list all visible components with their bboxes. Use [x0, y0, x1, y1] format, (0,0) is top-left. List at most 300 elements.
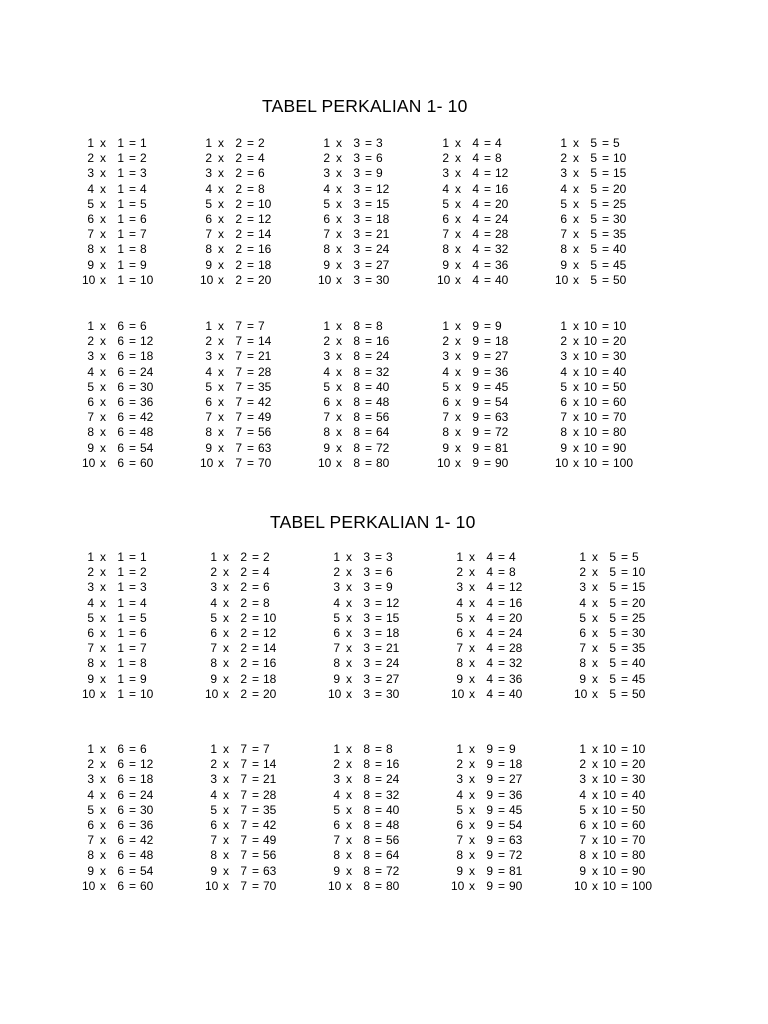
multiplicand: 5	[323, 196, 330, 211]
times-table-1	[82, 136, 172, 288]
multiplicand: 9	[87, 440, 94, 455]
equation-row	[555, 136, 645, 151]
equals-sign: =	[246, 319, 254, 333]
multiplier: 7	[235, 379, 242, 394]
times-sign: x	[100, 272, 106, 287]
times-sign: x	[573, 319, 579, 333]
equals-sign: =	[483, 425, 491, 440]
equals-sign: =	[128, 671, 136, 686]
equation-row	[555, 197, 645, 212]
multiplier: 3	[353, 272, 360, 287]
multiplier: 1	[117, 227, 124, 242]
multiplicand: 8	[560, 425, 567, 440]
product: 24	[140, 787, 154, 802]
equation-row	[437, 349, 527, 364]
product: 30	[613, 349, 627, 364]
times-table-4	[437, 136, 527, 288]
multiplicand: 6	[456, 625, 463, 640]
multiplicand: 5	[456, 802, 463, 817]
product: 100	[613, 455, 634, 470]
multiplicand: 10	[555, 272, 569, 287]
multiplier: 7	[240, 848, 247, 863]
multiplicand: 8	[456, 656, 463, 671]
equals-sign: =	[374, 595, 382, 610]
times-sign: x	[469, 671, 475, 686]
product: 4	[495, 136, 502, 150]
multiplier: 9	[486, 772, 493, 787]
multiplicand: 2	[442, 151, 449, 166]
times-table-10	[574, 742, 664, 894]
times-table-8	[328, 742, 418, 894]
multiplier: 6	[117, 863, 124, 878]
equals-sign: =	[620, 641, 628, 656]
multiplicand: 1	[560, 136, 567, 150]
equals-sign: =	[497, 580, 505, 595]
equation-row	[328, 580, 418, 595]
equals-sign: =	[374, 686, 382, 701]
equals-sign: =	[620, 595, 628, 610]
multiplicand: 7	[87, 641, 94, 656]
times-sign: x	[469, 863, 475, 878]
times-sign: x	[100, 641, 106, 656]
equals-sign: =	[620, 610, 628, 625]
product: 8	[258, 181, 265, 196]
product: 35	[632, 641, 646, 656]
equation-row	[555, 242, 645, 257]
multiplier: 10	[583, 410, 597, 425]
equals-sign: =	[483, 242, 491, 257]
equals-sign: =	[497, 742, 505, 756]
multiplicand: 10	[205, 686, 219, 701]
equals-sign: =	[374, 863, 382, 878]
multiplicand: 5	[333, 802, 340, 817]
multiplicand: 10	[437, 455, 451, 470]
multiplier: 10	[602, 757, 616, 772]
equals-sign: =	[246, 136, 254, 150]
times-table-4	[451, 550, 541, 702]
multiplier: 6	[117, 364, 124, 379]
multiplier: 1	[117, 257, 124, 272]
multiplier: 8	[353, 455, 360, 470]
multiplier: 4	[472, 272, 479, 287]
equals-sign: =	[374, 757, 382, 772]
product: 5	[613, 136, 620, 150]
product: 7	[263, 742, 270, 756]
product: 12	[140, 334, 154, 349]
multiplier: 6	[117, 319, 124, 333]
multiplicand: 9	[579, 863, 586, 878]
equals-sign: =	[251, 833, 259, 848]
product: 56	[386, 833, 400, 848]
times-sign: x	[100, 364, 106, 379]
equals-sign: =	[497, 757, 505, 772]
equation-row	[555, 182, 645, 197]
equals-sign: =	[620, 671, 628, 686]
multiplier: 3	[353, 242, 360, 257]
multiplicand: 2	[579, 757, 586, 772]
equation-row	[82, 742, 172, 757]
multiplier: 2	[240, 625, 247, 640]
equation-row	[451, 565, 541, 580]
equation-row	[318, 197, 408, 212]
equals-sign: =	[364, 166, 372, 181]
equation-row	[437, 319, 527, 334]
equals-sign: =	[483, 440, 491, 455]
equation-row	[200, 136, 290, 151]
times-sign: x	[336, 394, 342, 409]
multiplicand: 5	[579, 802, 586, 817]
times-sign: x	[223, 565, 229, 580]
times-sign: x	[223, 641, 229, 656]
multiplicand: 9	[323, 257, 330, 272]
product: 20	[632, 757, 646, 772]
times-sign: x	[100, 757, 106, 772]
times-sign: x	[469, 595, 475, 610]
equation-row	[200, 456, 290, 471]
equation-row	[451, 848, 541, 863]
product: 18	[140, 349, 154, 364]
equation-row	[200, 425, 290, 440]
product: 15	[386, 610, 400, 625]
times-sign: x	[218, 319, 224, 333]
multiplicand: 5	[560, 196, 567, 211]
equals-sign: =	[128, 787, 136, 802]
multiplier: 1	[117, 181, 124, 196]
equals-sign: =	[497, 772, 505, 787]
product: 70	[258, 455, 272, 470]
times-sign: x	[336, 319, 342, 333]
equation-row	[82, 319, 172, 334]
equals-sign: =	[620, 625, 628, 640]
multiplicand: 2	[323, 151, 330, 166]
equation-row	[451, 672, 541, 687]
equation-row	[82, 197, 172, 212]
multiplicand: 4	[333, 595, 340, 610]
times-sign: x	[336, 410, 342, 425]
multiplicand: 6	[87, 394, 94, 409]
equation-row	[328, 687, 418, 702]
times-sign: x	[218, 334, 224, 349]
product: 16	[258, 242, 272, 257]
equation-row	[328, 772, 418, 787]
multiplicand: 10	[437, 272, 451, 287]
times-sign: x	[592, 772, 598, 787]
multiplier: 2	[235, 242, 242, 257]
equation-row	[82, 672, 172, 687]
multiplier: 9	[486, 863, 493, 878]
equation-row	[82, 565, 172, 580]
product: 35	[258, 379, 272, 394]
multiplicand: 2	[442, 334, 449, 349]
equals-sign: =	[246, 181, 254, 196]
equals-sign: =	[497, 802, 505, 817]
times-sign: x	[100, 625, 106, 640]
multiplier: 3	[363, 550, 370, 564]
product: 50	[613, 379, 627, 394]
multiplier: 4	[486, 686, 493, 701]
multiplier: 8	[363, 817, 370, 832]
equals-sign: =	[374, 580, 382, 595]
equation-row	[200, 334, 290, 349]
times-sign: x	[100, 656, 106, 671]
times-sign: x	[455, 394, 461, 409]
times-sign: x	[336, 166, 342, 181]
product: 28	[263, 787, 277, 802]
multiplicand: 3	[323, 349, 330, 364]
equation-row	[82, 410, 172, 425]
times-sign: x	[336, 196, 342, 211]
product: 10	[140, 686, 154, 701]
product: 9	[140, 257, 147, 272]
multiplier: 5	[590, 242, 597, 257]
product: 54	[140, 440, 154, 455]
equation-row	[82, 879, 172, 894]
equals-sign: =	[128, 211, 136, 226]
multiplier: 3	[353, 181, 360, 196]
multiplicand: 8	[333, 656, 340, 671]
product: 80	[632, 848, 646, 863]
times-sign: x	[469, 878, 475, 893]
equals-sign: =	[128, 455, 136, 470]
product: 27	[495, 349, 509, 364]
multiplier: 9	[486, 878, 493, 893]
multiplier: 7	[240, 878, 247, 893]
times-sign: x	[573, 211, 579, 226]
equation-row	[82, 550, 172, 565]
equals-sign: =	[483, 136, 491, 150]
equation-row	[318, 319, 408, 334]
product: 36	[509, 787, 523, 802]
equals-sign: =	[601, 196, 609, 211]
times-sign: x	[223, 656, 229, 671]
equation-row	[82, 611, 172, 626]
product: 9	[140, 671, 147, 686]
multiplicand: 7	[210, 641, 217, 656]
equals-sign: =	[374, 878, 382, 893]
times-sign: x	[100, 878, 106, 893]
times-sign: x	[218, 272, 224, 287]
equals-sign: =	[246, 455, 254, 470]
product: 60	[632, 817, 646, 832]
multiplicand: 10	[318, 455, 332, 470]
equals-sign: =	[128, 817, 136, 832]
times-sign: x	[469, 550, 475, 564]
multiplier: 4	[472, 227, 479, 242]
multiplicand: 4	[560, 181, 567, 196]
equation-row	[574, 803, 664, 818]
times-sign: x	[592, 863, 598, 878]
equals-sign: =	[620, 686, 628, 701]
times-sign: x	[218, 227, 224, 242]
equals-sign: =	[483, 455, 491, 470]
multiplier: 7	[235, 425, 242, 440]
multiplicand: 2	[210, 565, 217, 580]
multiplier: 9	[486, 848, 493, 863]
equals-sign: =	[128, 166, 136, 181]
multiplicand: 2	[579, 565, 586, 580]
equals-sign: =	[246, 166, 254, 181]
equation-row	[200, 273, 290, 288]
equals-sign: =	[128, 319, 136, 333]
equation-row	[200, 242, 290, 257]
times-sign: x	[336, 136, 342, 150]
product: 60	[613, 394, 627, 409]
product: 18	[376, 211, 390, 226]
product: 80	[613, 425, 627, 440]
equation-row	[318, 456, 408, 471]
multiplier: 10	[602, 817, 616, 832]
equation-row	[574, 641, 664, 656]
equation-row	[574, 596, 664, 611]
multiplier: 2	[235, 181, 242, 196]
multiplicand: 3	[333, 580, 340, 595]
times-sign: x	[455, 166, 461, 181]
multiplicand: 9	[456, 671, 463, 686]
equation-row	[82, 641, 172, 656]
times-sign: x	[346, 656, 352, 671]
equation-row	[574, 788, 664, 803]
times-sign: x	[455, 227, 461, 242]
multiplier: 1	[117, 671, 124, 686]
multiplicand: 10	[200, 455, 214, 470]
equation-row	[328, 611, 418, 626]
equation-row	[555, 425, 645, 440]
equation-row	[555, 319, 645, 334]
product: 56	[376, 410, 390, 425]
equation-row	[451, 611, 541, 626]
multiplier: 1	[117, 272, 124, 287]
times-sign: x	[100, 833, 106, 848]
equation-row	[318, 182, 408, 197]
product: 45	[632, 671, 646, 686]
multiplicand: 4	[456, 595, 463, 610]
product: 63	[509, 833, 523, 848]
multiplier: 4	[472, 196, 479, 211]
multiplicand: 3	[87, 166, 94, 181]
equals-sign: =	[364, 136, 372, 150]
times-sign: x	[573, 257, 579, 272]
product: 24	[140, 364, 154, 379]
times-sign: x	[223, 817, 229, 832]
equals-sign: =	[601, 455, 609, 470]
equation-row	[82, 182, 172, 197]
multiplicand: 4	[456, 787, 463, 802]
times-sign: x	[573, 136, 579, 150]
product: 70	[632, 833, 646, 848]
multiplicand: 1	[456, 550, 463, 564]
product: 81	[495, 440, 509, 455]
multiplicand: 9	[210, 671, 217, 686]
equals-sign: =	[374, 833, 382, 848]
times-sign: x	[218, 211, 224, 226]
equals-sign: =	[364, 272, 372, 287]
multiplier: 2	[235, 257, 242, 272]
product: 30	[632, 772, 646, 787]
multiplier: 9	[472, 455, 479, 470]
product: 63	[263, 863, 277, 878]
equals-sign: =	[601, 334, 609, 349]
times-sign: x	[218, 242, 224, 257]
times-sign: x	[573, 364, 579, 379]
equals-sign: =	[601, 227, 609, 242]
multiplier: 3	[353, 136, 360, 150]
times-sign: x	[573, 379, 579, 394]
equals-sign: =	[601, 425, 609, 440]
equals-sign: =	[251, 565, 259, 580]
times-sign: x	[336, 425, 342, 440]
equals-sign: =	[483, 334, 491, 349]
multiplier: 4	[472, 166, 479, 181]
multiplicand: 9	[456, 863, 463, 878]
times-sign: x	[455, 257, 461, 272]
equals-sign: =	[251, 610, 259, 625]
equals-sign: =	[483, 410, 491, 425]
equals-sign: =	[128, 656, 136, 671]
multiplier: 2	[240, 580, 247, 595]
equals-sign: =	[128, 181, 136, 196]
multiplier: 10	[583, 440, 597, 455]
multiplier: 7	[240, 787, 247, 802]
equals-sign: =	[620, 833, 628, 848]
multiplicand: 7	[323, 410, 330, 425]
times-sign: x	[592, 757, 598, 772]
product: 90	[613, 440, 627, 455]
multiplicand: 2	[210, 757, 217, 772]
product: 8	[509, 565, 516, 580]
multiplicand: 2	[456, 565, 463, 580]
times-sign: x	[346, 863, 352, 878]
times-sign: x	[100, 440, 106, 455]
equals-sign: =	[497, 686, 505, 701]
product: 48	[140, 848, 154, 863]
product: 32	[376, 364, 390, 379]
times-sign: x	[455, 410, 461, 425]
multiplier: 6	[117, 802, 124, 817]
times-table-10	[555, 319, 645, 471]
product: 18	[140, 772, 154, 787]
multiplicand: 4	[323, 181, 330, 196]
equals-sign: =	[251, 595, 259, 610]
times-sign: x	[223, 772, 229, 787]
product: 40	[632, 656, 646, 671]
times-sign: x	[592, 878, 598, 893]
multiplicand: 5	[205, 379, 212, 394]
multiplicand: 7	[205, 227, 212, 242]
equation-row	[205, 672, 295, 687]
multiplicand: 3	[442, 166, 449, 181]
times-sign: x	[592, 625, 598, 640]
product: 12	[140, 757, 154, 772]
equals-sign: =	[483, 227, 491, 242]
multiplier: 5	[590, 151, 597, 166]
multiplier: 2	[235, 136, 242, 150]
product: 6	[376, 151, 383, 166]
multiplicand: 8	[87, 656, 94, 671]
times-sign: x	[336, 334, 342, 349]
multiplier: 9	[472, 410, 479, 425]
multiplicand: 10	[574, 878, 588, 893]
product: 40	[613, 242, 627, 257]
times-table-3	[318, 136, 408, 288]
times-sign: x	[592, 580, 598, 595]
equation-row	[318, 395, 408, 410]
multiplicand: 1	[323, 319, 330, 333]
equation-row	[82, 803, 172, 818]
multiplicand: 5	[87, 610, 94, 625]
multiplier: 6	[117, 833, 124, 848]
multiplicand: 2	[205, 334, 212, 349]
times-sign: x	[573, 196, 579, 211]
